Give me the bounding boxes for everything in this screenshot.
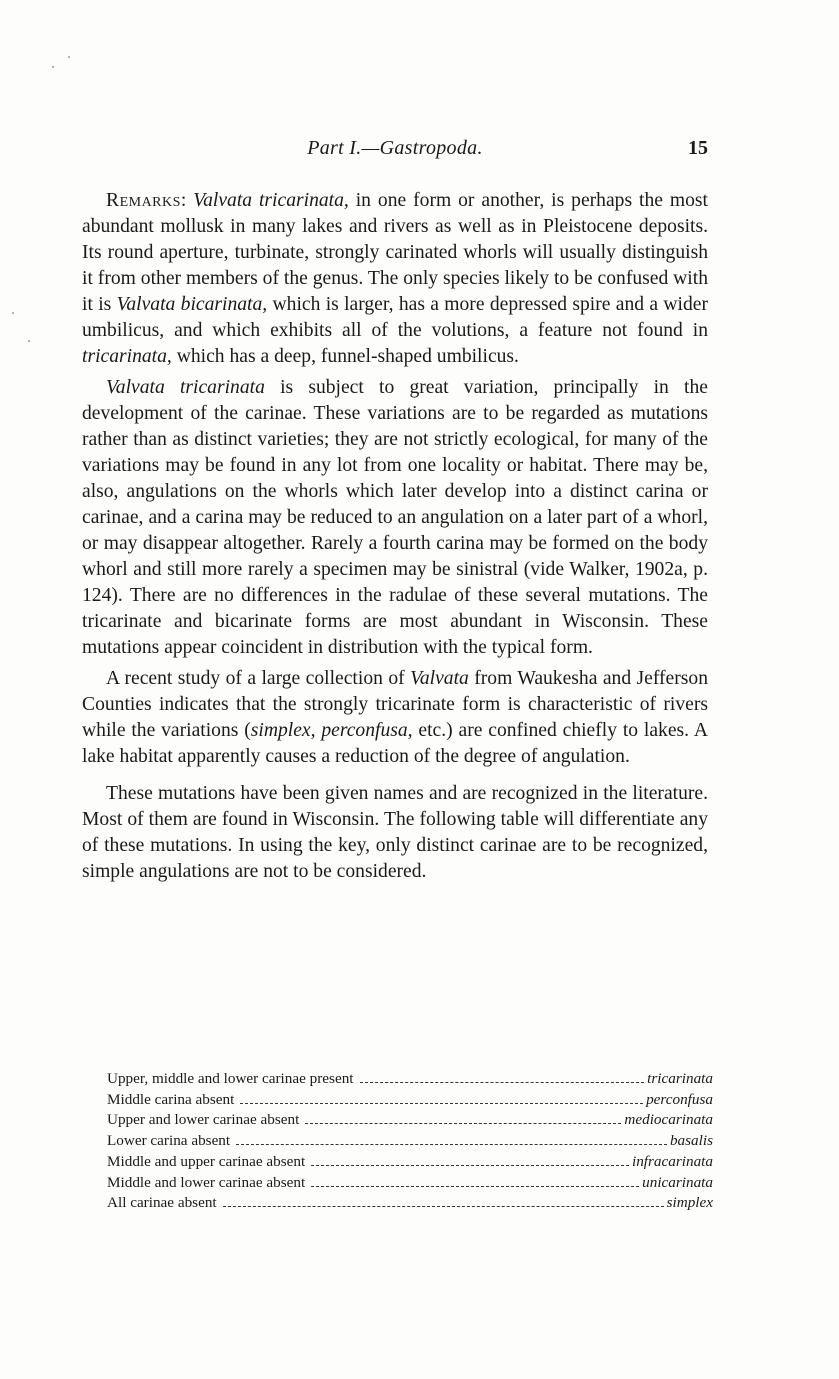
- key-row: [107, 1131, 713, 1152]
- dotted-leader: [305, 1123, 621, 1124]
- text-run: from Waukesha and Jefferson Counties indicates that the strongly tricarinate form is characteristic of rivers while the variations (: [82, 668, 708, 741]
- key-row: [107, 1110, 713, 1131]
- mutation-name: simplex: [666, 1194, 713, 1212]
- remarks-lead-separator: :: [180, 190, 194, 211]
- paragraph-text: [82, 783, 708, 882]
- key-label: All carinae absent: [107, 1194, 217, 1212]
- key-row: [107, 1090, 713, 1111]
- mutation-name: mediocarinata: [624, 1111, 713, 1129]
- paragraph-remarks: [82, 188, 708, 370]
- text-run: A recent study of a large collection of: [106, 668, 411, 689]
- key-label: Middle and lower carinae absent: [107, 1173, 306, 1191]
- remarks-lead-in: Remarks: [106, 190, 181, 211]
- text-run: which is larger, has a more depressed spire and a wider umbilicus, and which exhibits all of the volutions, a feature not found in: [82, 294, 708, 341]
- key-label: Middle and upper carinae absent: [107, 1152, 306, 1170]
- key-row: [107, 1173, 713, 1194]
- dotted-leader: [311, 1165, 629, 1166]
- paragraph-key-intro: [82, 781, 708, 885]
- italic-text: Valvata tricarinata: [106, 377, 265, 398]
- paragraph-text: [82, 190, 708, 367]
- key-label: Lower carina absent: [107, 1132, 231, 1150]
- paper-speck: [68, 56, 70, 58]
- paper-speck: [12, 312, 14, 314]
- dotted-leader: [240, 1103, 643, 1104]
- running-title: Part I.—Gastropoda.: [307, 137, 483, 159]
- italic-text: Valvata bicarinata,: [116, 294, 268, 315]
- page-header: [82, 137, 708, 167]
- italic-text: Valvata: [410, 668, 469, 689]
- paper-speck: [52, 66, 54, 68]
- dotted-leader: [311, 1186, 639, 1187]
- italic-text: Valvata tricarinata,: [193, 190, 349, 211]
- text-run: These mutations have been given names and are recognized in the literature. Most of them are found in Wisconsin. The following table will differentiate any of these mutations. In using the key, only distinct carinae are to be recognized, simple angulations are not to be considered.: [82, 783, 708, 882]
- mutation-name: unicarinata: [642, 1173, 713, 1191]
- dotted-leader: [360, 1082, 645, 1083]
- italic-text: tricarinata,: [82, 346, 172, 367]
- paragraph-text: [82, 668, 708, 767]
- body-text: [82, 188, 708, 885]
- dotted-leader: [223, 1206, 664, 1207]
- paragraph-text: [82, 377, 708, 658]
- paper-speck: [28, 340, 30, 342]
- key-row: [107, 1069, 713, 1090]
- page-number: 15: [688, 137, 708, 159]
- key-label: Upper and lower carinae absent: [107, 1111, 300, 1129]
- text-run: etc.) are confined chiefly to lakes. A lake habitat apparently causes a reduction of the degree of angulation.: [82, 720, 708, 767]
- key-label: Middle carina absent: [107, 1090, 235, 1108]
- mutation-name: tricarinata: [647, 1070, 713, 1087]
- dotted-leader: [236, 1144, 667, 1145]
- mutation-name: basalis: [669, 1132, 713, 1150]
- text-run: which has a deep, funnel-shaped umbilicus.: [171, 346, 519, 367]
- key-row: [107, 1152, 713, 1173]
- key-row: [107, 1193, 713, 1214]
- mutation-key-table: [107, 1069, 713, 1214]
- mutation-name: infracarinata: [631, 1152, 713, 1170]
- text-run: in one form or another, is perhaps the most abundant mollusk in many lakes and rivers as well as in Pleistocene deposits. Its round aperture, turbinate, strongly carinated whorls will usually distinguish it from other members of the genus. The only species likely to be confused with it is: [82, 190, 708, 315]
- text-run: is subject to great variation, principally in the development of the carinae. These variations are to be regarded as mutations rather than as distinct varieties; they are not strictly ecological, for many of the variations may be found in any lot from one locality or habitat. There may be, also, angulations on the whorls which later develop into a distinct carina or carinae, and a carina may be reduced to an angulation on a later part of a whorl, or may disappear altogether. Rarely a fourth carina may be formed on the body whorl and still more rarely a specimen may be sinistral (vide Walker, 1902a, p. 124). There are no differences in the radulae of these several mutations. The tricarinate and bicarinate forms are most abundant in Wisconsin. These mutations appear coincident in distribution with the typical form.: [82, 377, 708, 658]
- paragraph-habitat: [82, 666, 708, 770]
- paragraph-variation: [82, 375, 708, 661]
- italic-text: simplex, perconfusa,: [250, 720, 413, 741]
- mutation-name: perconfusa: [646, 1090, 713, 1108]
- key-label: Upper, middle and lower carinae present: [107, 1070, 354, 1087]
